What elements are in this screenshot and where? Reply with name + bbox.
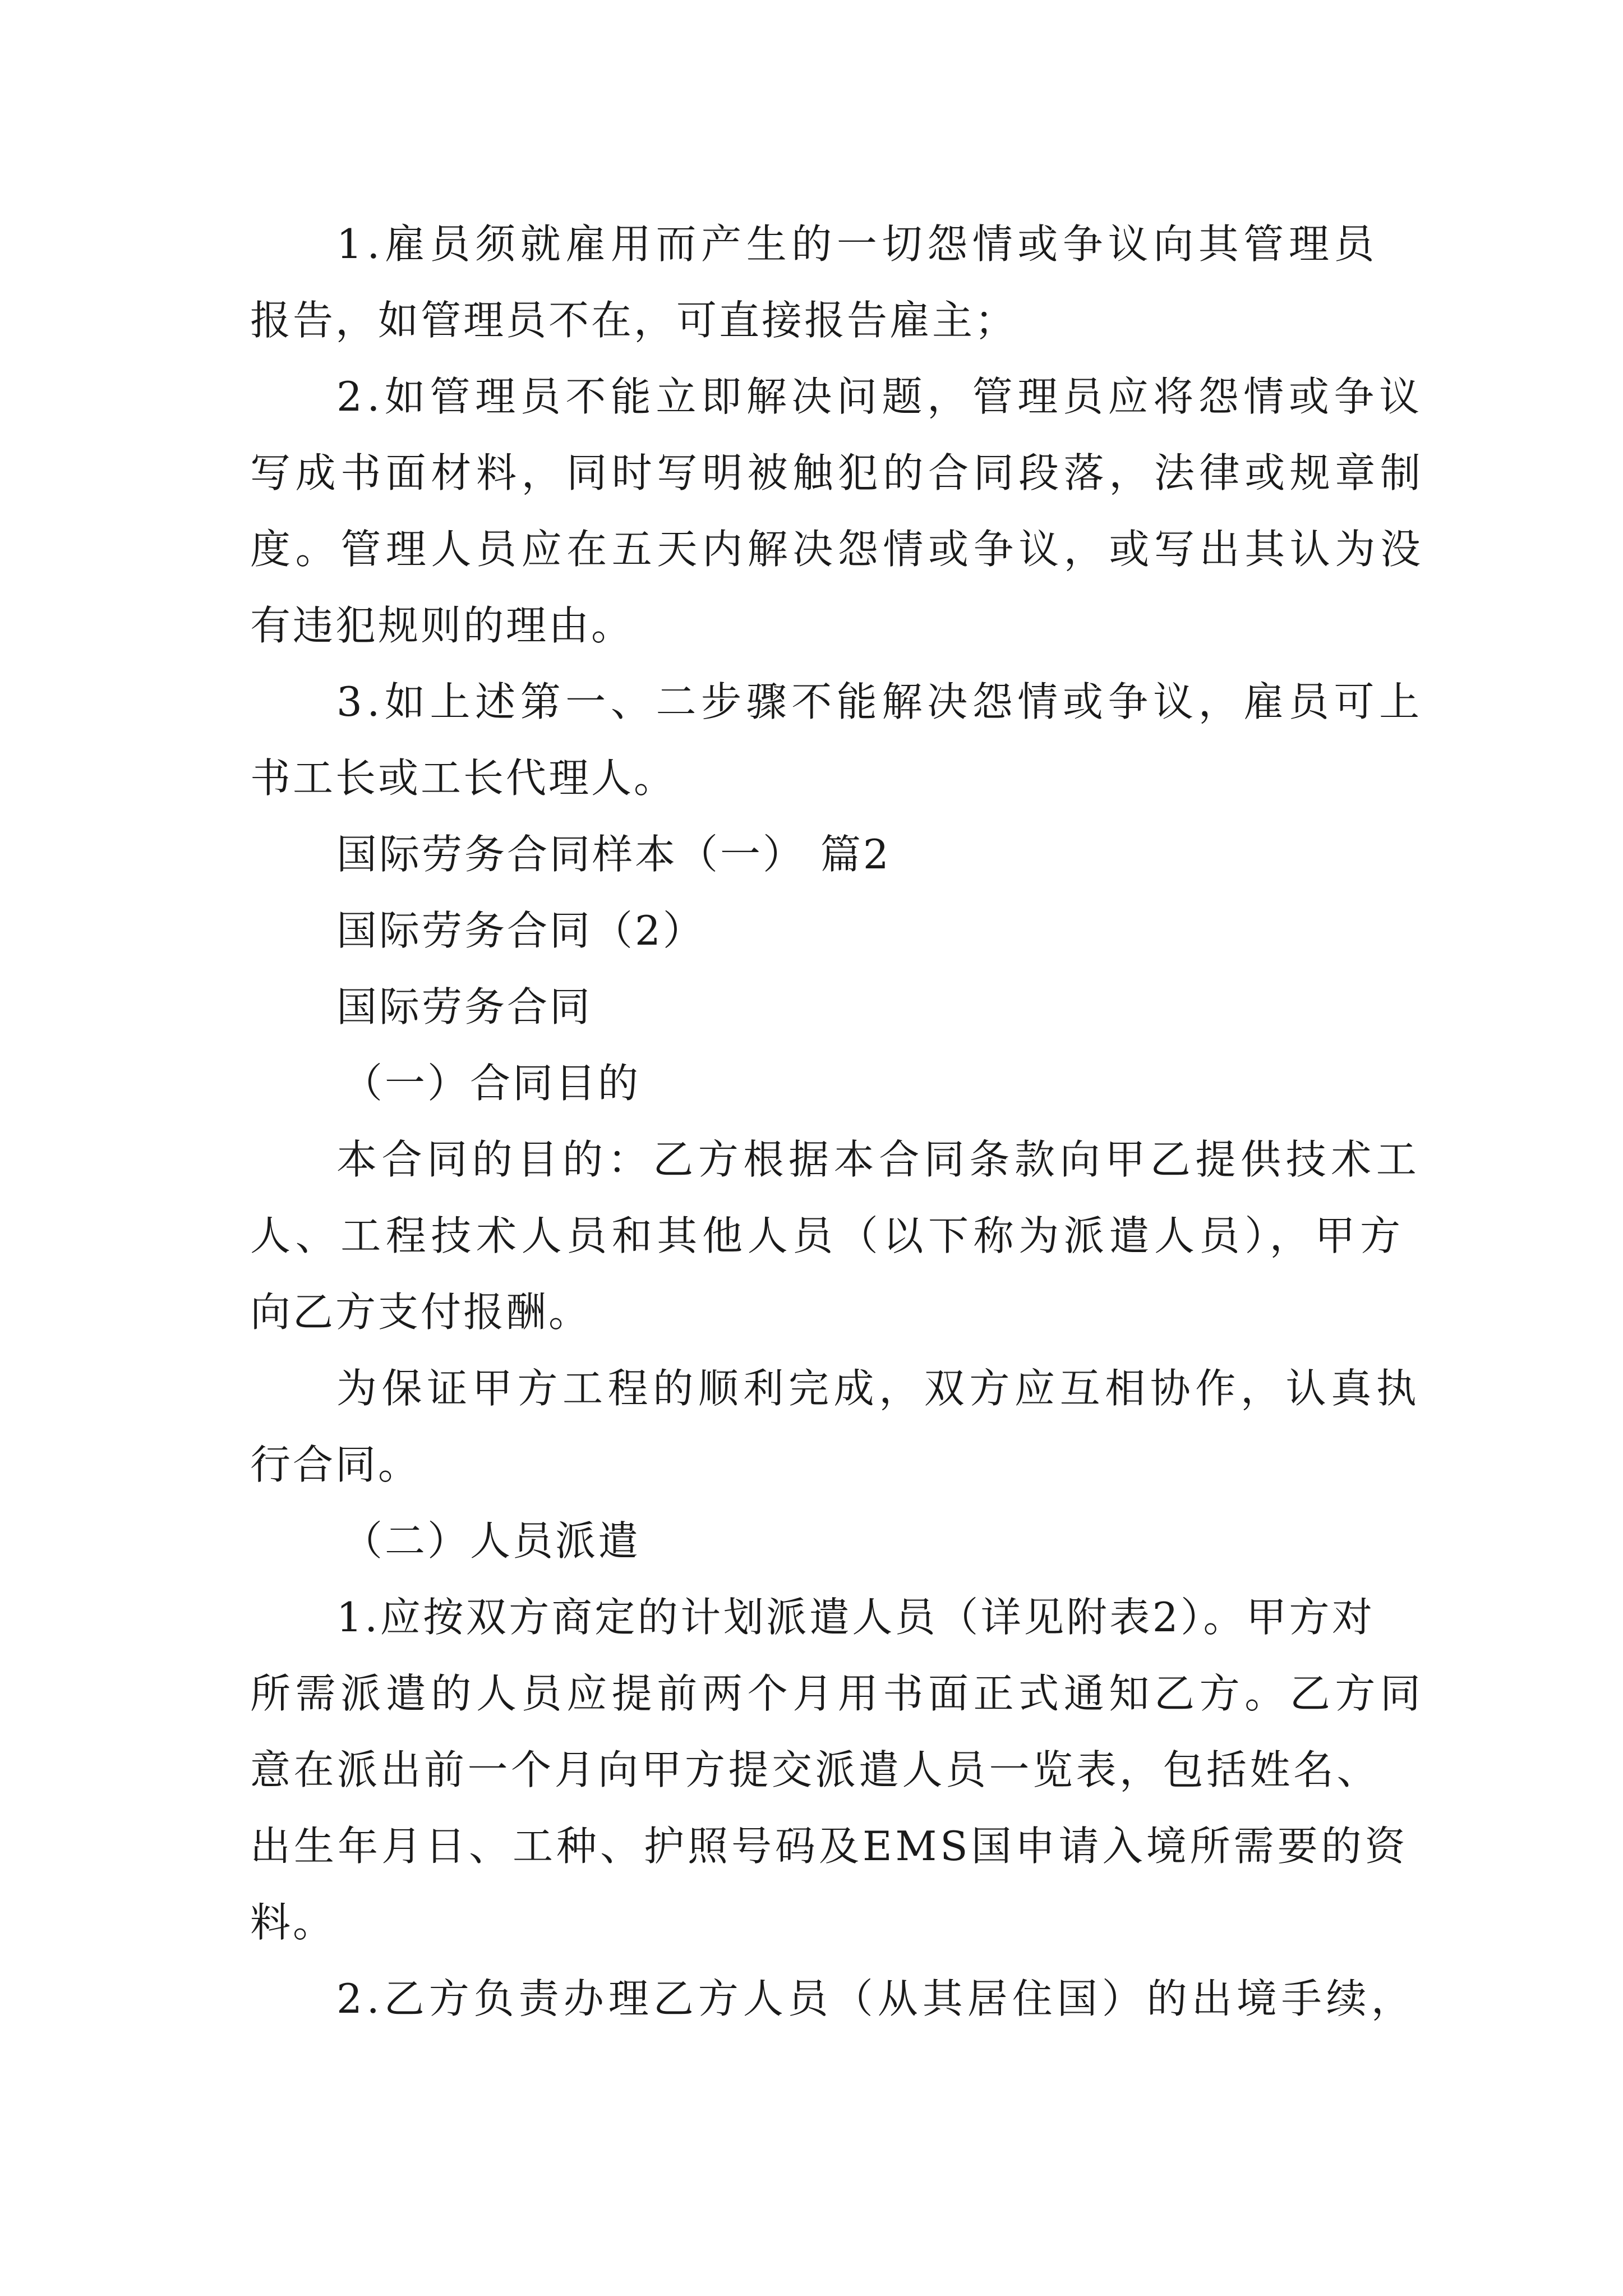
dispatch-item-1-line-1: 1.应按双方商定的计划派遣人员（详见附表2）。甲方对 xyxy=(336,1594,1375,1641)
cooperation-line-2: 行合同。 xyxy=(250,1441,421,1488)
purpose-line-2: 人、工程技术人员和其他人员（以下称为派遣人员），甲方 xyxy=(250,1212,1405,1259)
contract-subtitle: 国际劳务合同（2） xyxy=(336,907,706,954)
paragraph-2-line-2: 写成书面材料，同时写明被触犯的合同段落，法律或规章制 xyxy=(250,449,1426,496)
cooperation-line-1: 为保证甲方工程的顺利完成，双方应互相协作，认真执 xyxy=(336,1365,1422,1412)
section-title: 国际劳务合同样本（一） 篇2 xyxy=(336,831,891,878)
dispatch-item-1-line-5: 料。 xyxy=(250,1899,336,1946)
heading-dispatch: （二）人员派遣 xyxy=(342,1517,641,1565)
paragraph-3-line-2: 书工长或工长代理人。 xyxy=(250,754,677,802)
paragraph-2-line-3: 度。管理人员应在五天内解决怨情或争议，或写出其认为没 xyxy=(250,526,1426,573)
contract-title: 国际劳务合同 xyxy=(336,983,593,1030)
paragraph-1-line-1: 1.雇员须就雇用而产生的一切怨情或争议向其管理员 xyxy=(336,220,1380,268)
paragraph-2-line-1: 2.如管理员不能立即解决问题，管理员应将怨情或争议 xyxy=(336,373,1424,420)
paragraph-2-line-4: 有违犯规则的理由。 xyxy=(250,602,634,649)
purpose-line-3: 向乙方支付报酬。 xyxy=(250,1289,592,1336)
paragraph-1-line-2: 报告，如管理员不在，可直接报告雇主； xyxy=(250,297,1018,344)
dispatch-item-1-line-3: 意在派出前一个月向甲方提交派遣人员一览表，包括姓名、 xyxy=(250,1746,1381,1793)
heading-purpose: （一）合同目的 xyxy=(342,1060,641,1107)
purpose-line-1: 本合同的目的：乙方根据本合同条款向甲乙提供技术工 xyxy=(336,1136,1422,1183)
dispatch-item-1-line-2: 所需派遣的人员应提前两个月用书面正式通知乙方。乙方同 xyxy=(250,1670,1426,1717)
dispatch-item-2-line-1: 2.乙方负责办理乙方人员（从其居住国）的出境手续， xyxy=(336,1975,1416,2022)
paragraph-3-line-1: 3.如上述第一、二步骤不能解决怨情或争议，雇员可上 xyxy=(336,678,1424,725)
dispatch-item-1-line-4: 出生年月日、工种、护照号码及EMS国申请入境所需要的资 xyxy=(250,1823,1409,1870)
